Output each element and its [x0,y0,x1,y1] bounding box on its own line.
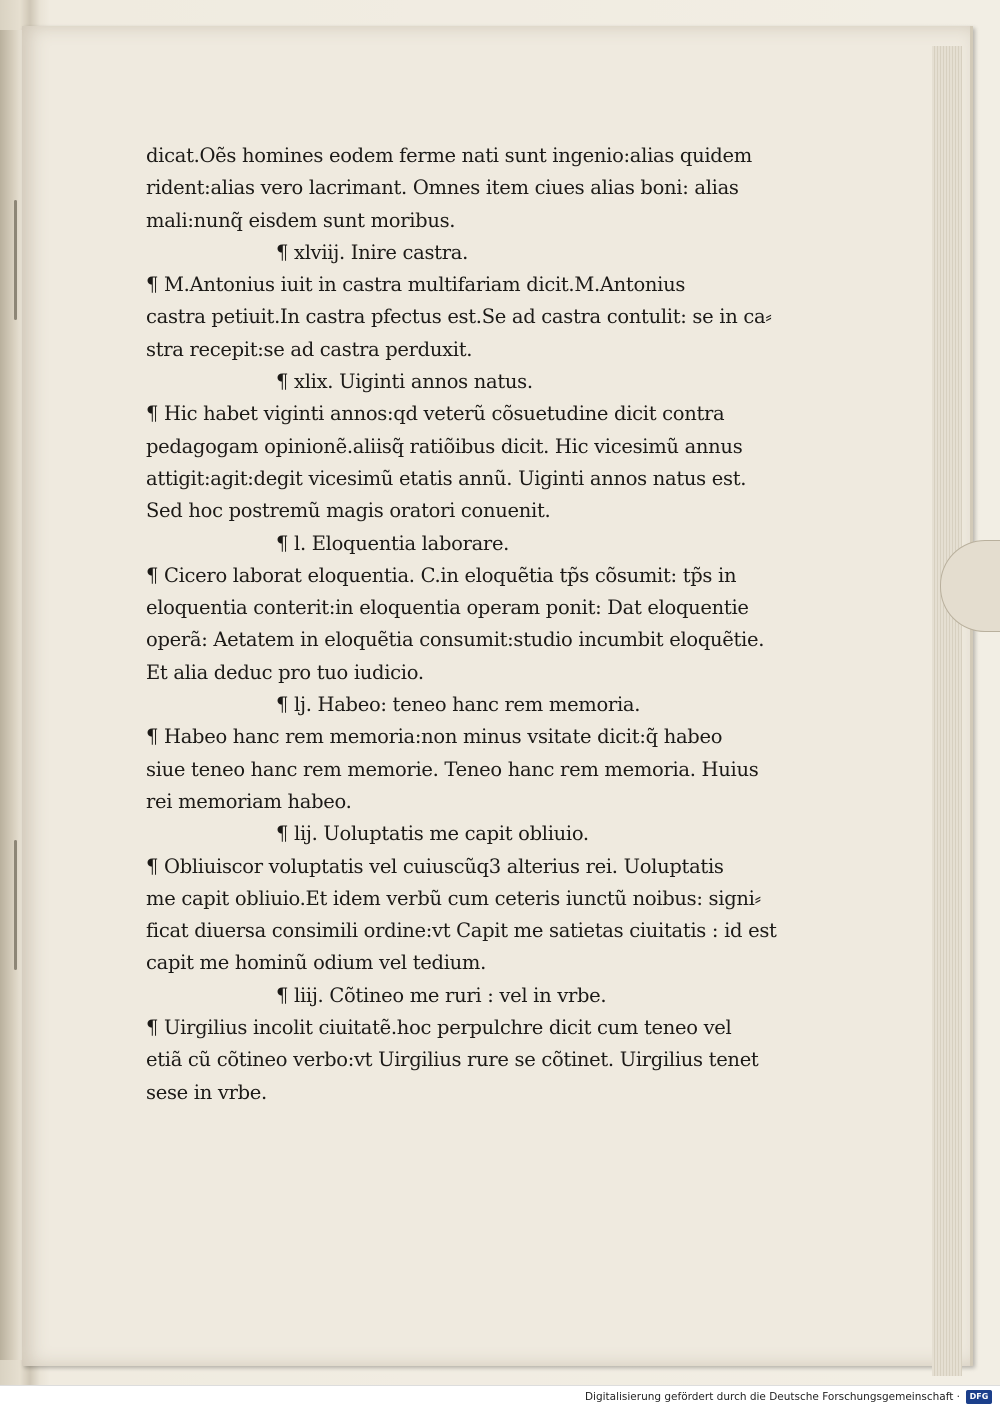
page-text-block [146,140,796,1109]
text-line: ¶ Uirgilius incolit ciuitatẽ.hoc perpulchre dicit cum teneo vel [146,1016,732,1040]
text-line: ¶ Obliuiscor voluptatis vel cuiuscũq3 alterius rei. Uoluptatis [146,854,724,878]
text-line: me capit obliuio.Et idem verbũ cum ceteris iunctũ noibus: signi⸗ [146,886,761,910]
footer-credit: Digitalisierung gefördert durch die Deutsche Forschungsgemeinschaft · [584,1391,960,1403]
text-line: rei memoriam habeo. [146,789,352,813]
page-stack-edges [932,46,962,1376]
section-heading: ¶ lj. Habeo: teneo hanc rem memoria. [276,693,641,717]
text-line: sese in vrbe. [146,1080,267,1104]
text-line: etiã cũ cõtineo verbo:vt Uirgilius rure se cõtinet. Uirgilius tenet [146,1048,759,1072]
binding-thread [14,840,17,970]
section-heading: ¶ xlviij. Inire castra. [276,240,468,264]
text-line: ¶ Hic habet viginti annos:qd veterũ cõsuetudine dicit contra [146,402,725,426]
text-line: eloquentia conterit:in eloquentia operam ponit: Dat eloquentie [146,596,749,620]
text-line: ¶ Habeo hanc rem memoria:non minus vsitate dicit:q̃ habeo [146,725,723,749]
dfg-logo: DFG [966,1390,992,1404]
text-line: stra recepit:se ad castra perduxit. [146,337,473,361]
text-line: siue teneo hanc rem memorie. Teneo hanc rem memoria. Huius [146,757,759,781]
footer-bar [0,1385,1000,1409]
section-heading: ¶ xlix. Uiginti annos natus. [276,370,533,394]
text-line: ficat diuersa consimili ordine:vt Capit me satietas ciuitatis : id est [146,919,777,943]
section-heading: ¶ l. Eloquentia laborare. [276,531,510,555]
text-line: dicat.Oẽs homines eodem ferme nati sunt ingenio:alias quidem [146,144,752,167]
text-line: operã: Aetatem in eloquẽtia consumit:studio incumbit eloquẽtie. [146,628,765,652]
text-line: attigit:agit:degit vicesimũ etatis annũ. Uiginti annos natus est. [146,466,747,490]
section-heading: ¶ liij. Cõtineo me ruri : vel in vrbe. [276,983,607,1007]
section-heading: ¶ lij. Uoluptatis me capit obliuio. [276,822,589,846]
text-line: capit me hominũ odium vel tedium. [146,951,487,975]
text-line: Sed hoc postremũ magis oratori conuenit. [146,499,551,523]
text-line: ¶ M.Antonius iuit in castra multifariam dicit.M.Antonius [146,273,686,297]
binding-thread [14,200,17,320]
text-line: Et alia deduc pro tuo iudicio. [146,660,424,684]
text-line: pedagogam opinionẽ.aliisq̃ ratiõibus dicit. Hic vicesimũ annus [146,434,743,458]
text-line: rident:alias vero lacrimant. Omnes item ciues alias boni: alias [146,176,739,200]
text-line: castra petiuit.In castra pfectus est.Se ad castra contulit: se in ca⸗ [146,305,772,329]
text-line: mali:nunq̃ eisdem sunt moribus. [146,208,456,232]
text-line: ¶ Cicero laborat eloquentia. C.in eloquẽtia tp̃s cõsumit: tp̃s in [146,563,737,587]
